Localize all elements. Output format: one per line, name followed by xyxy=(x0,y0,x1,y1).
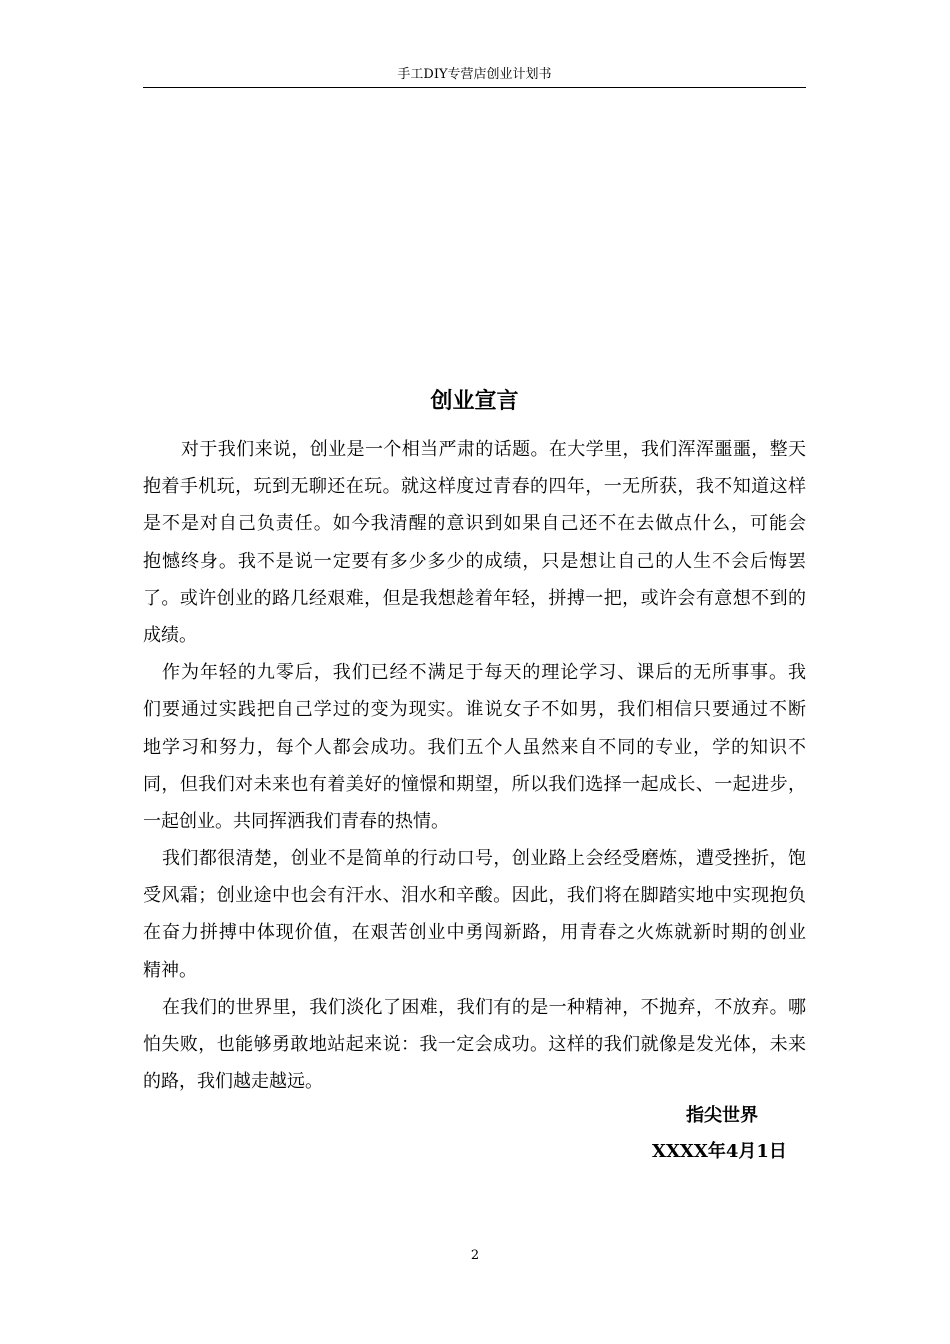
paragraph-3 xyxy=(143,840,806,989)
text-line: 的路，我们越走越远。 xyxy=(143,1071,323,1093)
header-rule xyxy=(143,87,806,88)
text-line: 精神。 xyxy=(143,959,197,981)
text-line: 受风霜；创业途中也会有汗水、泪水和辛酸。因此，我们将在脚踏实地中实现抱负 xyxy=(143,885,806,907)
text-line: 同，但我们对未来也有着美好的憧憬和期望，所以我们选择一起成长、一起进步， xyxy=(143,773,806,795)
page-number: 2 xyxy=(470,1248,480,1263)
text-line: 作为年轻的九零后，我们已经不满足于每天的理论学习、课后的无所事事。我 xyxy=(162,662,806,684)
section-title: 创业宣言 xyxy=(430,388,519,414)
text-line: 我们都很清楚，创业不是简单的行动口号，创业路上会经受磨炼，遭受挫折，饱 xyxy=(162,848,806,870)
paragraph-4 xyxy=(143,989,806,1101)
signature-date: XXXX年4月1日 xyxy=(652,1141,787,1162)
page-header: 手工DIY专营店创业计划书 xyxy=(397,67,552,82)
text-line: 是不是对自己负责任。如今我清醒的意识到如果自己还不在去做点什么，可能会 xyxy=(143,513,806,535)
text-line: 抱着手机玩，玩到无聊还在玩。就这样度过青春的四年，一无所获，我不知道这样 xyxy=(143,476,806,498)
paragraph-1 xyxy=(143,431,806,654)
text-line: 在奋力拼搏中体现价值，在艰苦创业中勇闯新路，用青春之火炼就新时期的创业 xyxy=(143,922,806,944)
text-line: 对于我们来说，创业是一个相当严肃的话题。在大学里，我们浑浑噩噩，整天 xyxy=(181,439,806,460)
text-line: 成绩。 xyxy=(143,624,197,646)
paragraph-2 xyxy=(143,654,806,840)
text-line: 怕失败，也能够勇敢地站起来说：我一定会成功。这样的我们就像是发光体，未来 xyxy=(143,1034,806,1056)
text-line: 在我们的世界里，我们淡化了困难，我们有的是一种精神，不抛弃，不放弃。哪 xyxy=(162,996,806,1018)
text-line: 一起创业。共同挥洒我们青春的热情。 xyxy=(143,810,449,832)
document-body xyxy=(143,431,806,1100)
text-line: 们要通过实践把自己学过的变为现实。谁说女子不如男，我们相信只要通过不断 xyxy=(143,699,806,721)
signature-name: 指尖世界 xyxy=(686,1105,758,1126)
text-line: 抱憾终身。我不是说一定要有多少多少的成绩，只是想让自己的人生不会后悔罢 xyxy=(143,550,806,572)
text-line: 地学习和努力，每个人都会成功。我们五个人虽然来自不同的专业，学的知识不 xyxy=(143,736,806,758)
text-line: 了。或许创业的路几经艰难，但是我想趁着年轻，拼搏一把，或许会有意想不到的 xyxy=(143,587,806,609)
